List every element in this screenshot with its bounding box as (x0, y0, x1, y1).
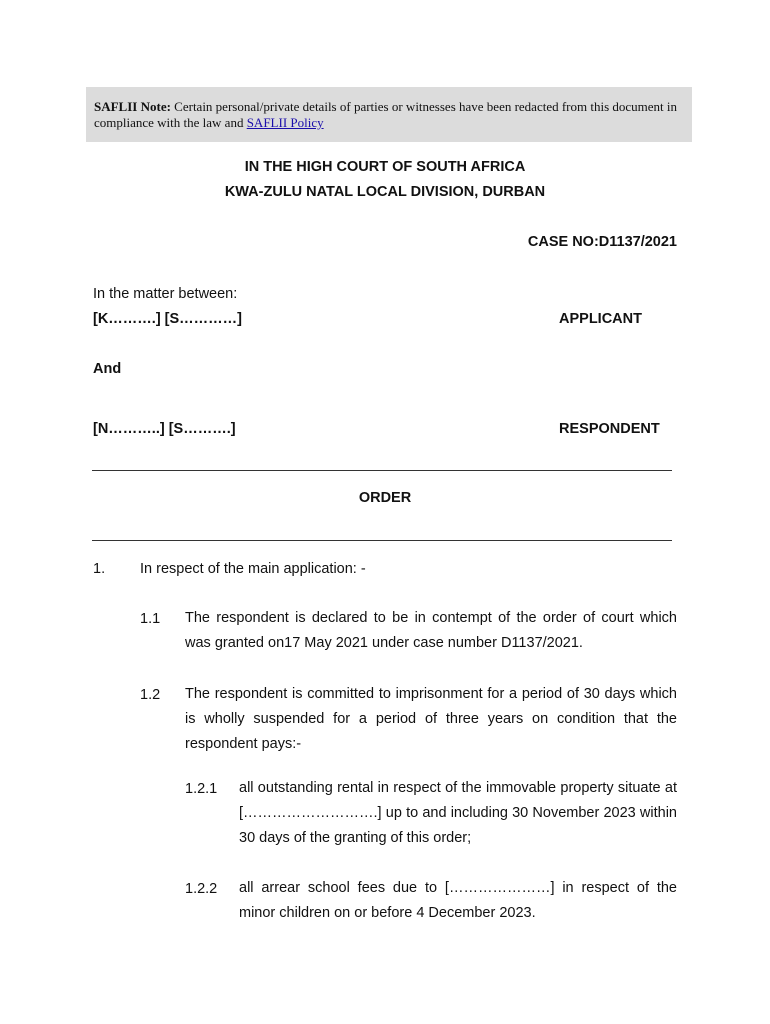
item-1-2-2-number: 1.2.2 (185, 881, 218, 897)
item-1-2-1-number: 1.2.1 (185, 781, 218, 797)
item-1-2-2-text: all arrear school fees due to […………………] in respect of the minor children on or before 4 December 2023. (239, 880, 677, 921)
applicant-role: APPLICANT (559, 311, 642, 327)
item-1-2-number: 1.2 (140, 687, 161, 703)
case-number: CASE NO:D1137/2021 (527, 234, 677, 250)
note-text: Certain personal/private details of parties or witnesses have been redacted from this document in compliance with the law and (94, 99, 678, 130)
parties-intro: In the matter between: (93, 286, 238, 302)
court-division: KWA-ZULU NATAL LOCAL DIVISION, DURBAN (224, 184, 546, 200)
divider-top (92, 470, 672, 471)
applicant-name: [K……….] [S…………] (93, 311, 243, 327)
item-1-text: In respect of the main application: - (140, 561, 366, 577)
item-1-2-text: The respondent is committed to imprisonment for a period of 30 days which is wholly suspended for a period of three years on condition that the respondent pays:- (185, 686, 677, 752)
item-1-number: 1. (93, 561, 106, 577)
item-1-1-number: 1.1 (140, 611, 161, 627)
court-title: IN THE HIGH COURT OF SOUTH AFRICA (244, 159, 526, 175)
respondent-name: [N………..] [S……….] (93, 421, 236, 437)
respondent-role: RESPONDENT (559, 421, 660, 437)
item-1-2-1-text: all outstanding rental in respect of the immovable property situate at [……………………….] up to and including 30 November 2023 within 30 days of the granting of this order; (239, 780, 677, 846)
order-title: ORDER (358, 490, 412, 506)
saflii-policy-link[interactable]: SAFLII Policy (246, 115, 324, 130)
and-label: And (93, 361, 122, 377)
note-label: SAFLII Note: (94, 99, 171, 114)
saflii-note (86, 87, 692, 142)
divider-bottom (92, 540, 672, 541)
item-1-1-text: The respondent is declared to be in contempt of the order of court which was granted on17 May 2021 under case number D1137/2021. (185, 610, 677, 651)
